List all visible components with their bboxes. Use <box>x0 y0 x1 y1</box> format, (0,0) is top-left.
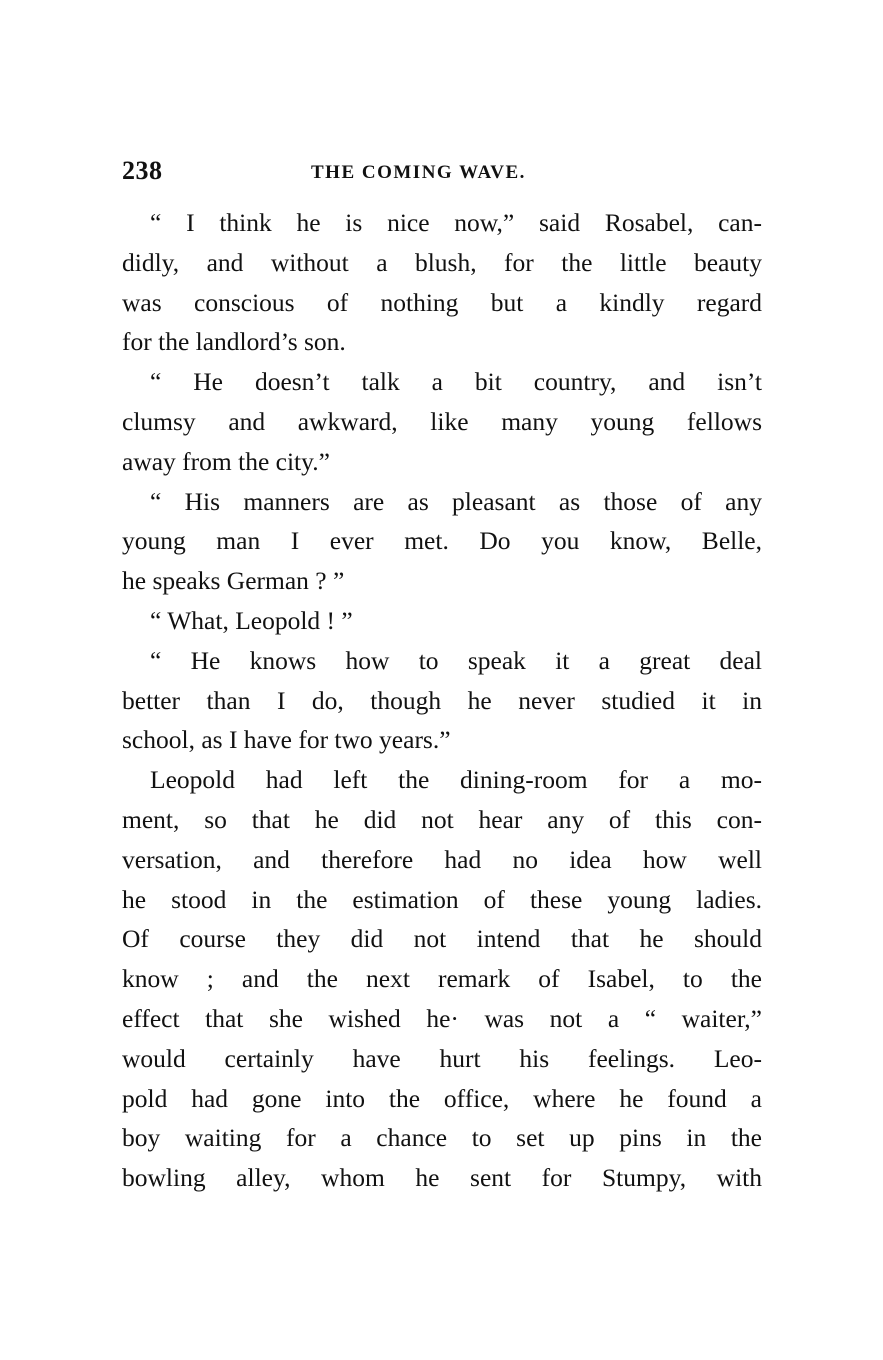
text-line: school, as I have for two years.” <box>122 725 451 755</box>
text-line: “ He doesn’t talk a bit country, and isn’t <box>150 367 762 397</box>
text-line: he stood in the estimation of these young ladies. <box>122 884 762 914</box>
text-line: versation, and therefore had no idea how well <box>122 844 762 874</box>
text-line: pold had gone into the office, where he found a <box>122 1083 762 1113</box>
paragraph <box>122 482 762 522</box>
text-line: he speaks German ? ” <box>122 566 345 596</box>
paragraph-continuation <box>122 681 762 761</box>
text-line: away from the city.” <box>122 446 330 476</box>
text-line: would certainly have hurt his feelings. Leo- <box>122 1043 762 1073</box>
text-line: “ He knows how to speak it a great deal <box>150 645 762 675</box>
paragraph <box>122 203 762 243</box>
paragraph <box>122 362 762 402</box>
text-line: didly, and without a blush, for the little beauty <box>122 247 762 277</box>
running-head <box>122 152 762 192</box>
text-line: was conscious of nothing but a kindly regard <box>122 287 762 317</box>
running-title: THE COMING WAVE. <box>311 162 526 183</box>
text-line: better than I do, though he never studied it in <box>122 685 762 715</box>
text-line: Of course they did not intend that he should <box>122 924 762 954</box>
text-line: effect that she wished he· was not a “ waiter,” <box>122 1003 762 1033</box>
text-line: “ I think he is nice now,” said Rosabel, can- <box>150 208 762 237</box>
paragraph-continuation <box>122 521 762 601</box>
text-line: know ; and the next remark of Isabel, to the <box>122 964 762 994</box>
text-line: boy waiting for a chance to set up pins in the <box>122 1123 762 1153</box>
paragraph <box>122 641 762 681</box>
paragraph-continuation <box>122 800 762 1198</box>
book-page <box>122 152 762 1198</box>
text-line: ment, so that he did not hear any of this con- <box>122 804 762 834</box>
body-text <box>122 203 762 1198</box>
page-number: 238 <box>122 156 163 185</box>
text-line: “ His manners are as pleasant as those of any <box>150 486 762 516</box>
text-line: young man I ever met. Do you know, Belle, <box>122 526 762 556</box>
paragraph-continuation <box>122 402 762 482</box>
paragraph-continuation <box>122 243 762 362</box>
paragraph <box>122 760 762 800</box>
text-line: bowling alley, whom he sent for Stumpy, with <box>122 1163 762 1193</box>
text-line: clumsy and awkward, like many young fellows <box>122 406 762 436</box>
text-line: “ What, Leopold ! ” <box>150 605 353 635</box>
text-line: Leopold had left the dining-room for a mo- <box>150 765 762 795</box>
text-line: for the landlord’s son. <box>122 327 346 357</box>
paragraph <box>122 601 762 641</box>
